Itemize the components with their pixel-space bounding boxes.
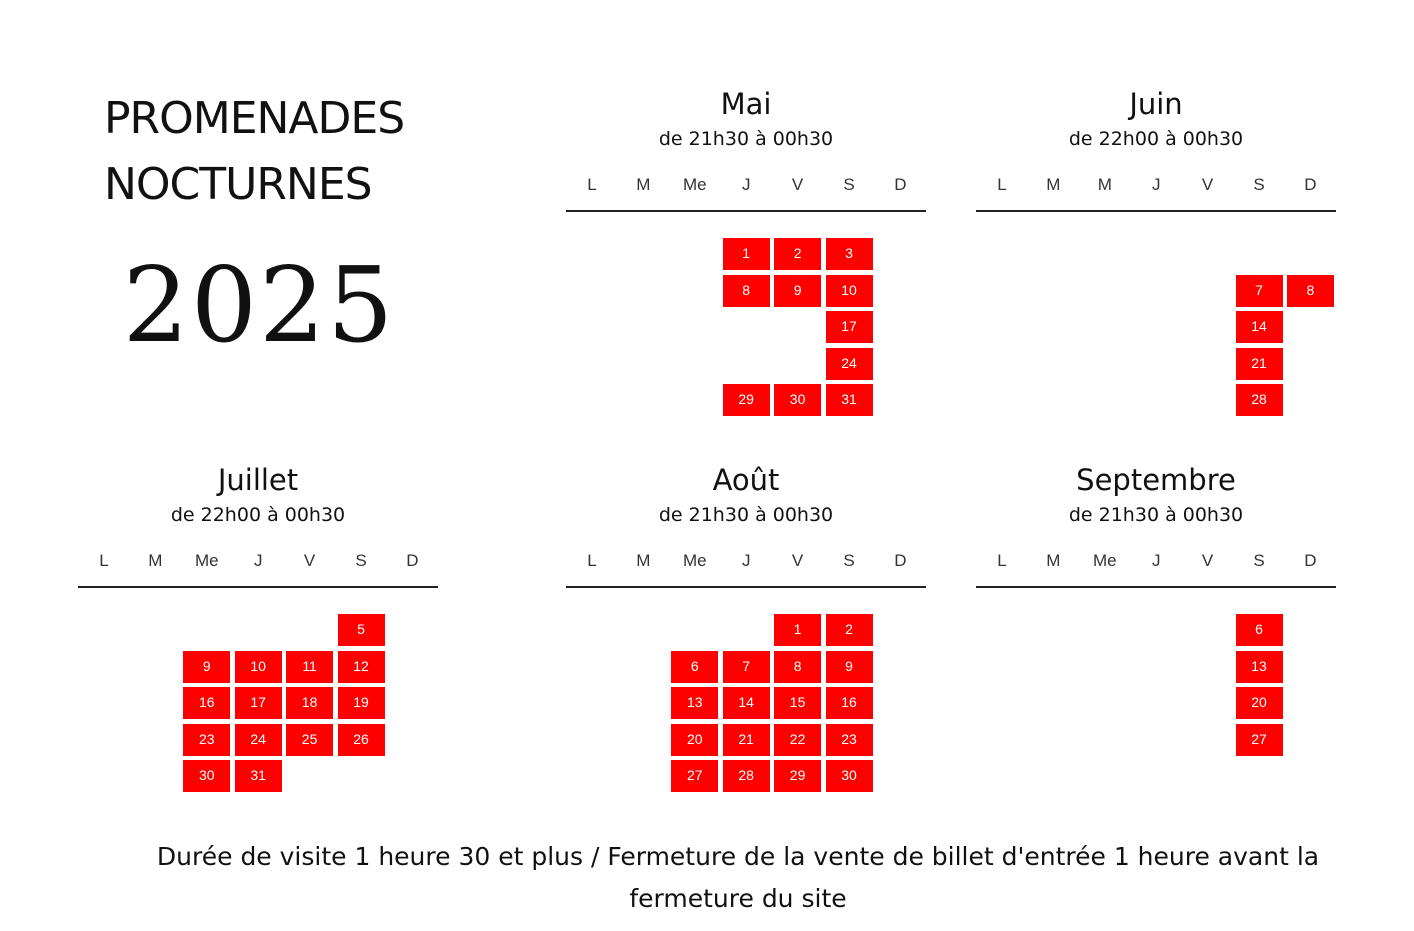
day-cell: 19 bbox=[338, 687, 385, 719]
month-name: Juin bbox=[1129, 87, 1183, 121]
month-divider bbox=[566, 210, 926, 212]
weekday-label: M bbox=[636, 175, 651, 194]
month-name: Août bbox=[712, 463, 780, 497]
day-cell: 16 bbox=[183, 687, 230, 719]
weekday-label: V bbox=[1201, 175, 1214, 194]
day-cell: 28 bbox=[1236, 384, 1283, 416]
day-cell: 9 bbox=[183, 651, 230, 683]
day-cell: 1 bbox=[774, 614, 821, 646]
day-cell: 31 bbox=[826, 384, 873, 416]
weekday-label: D bbox=[894, 551, 907, 570]
day-cell: 30 bbox=[183, 760, 230, 792]
weekday-label: S bbox=[1253, 175, 1265, 194]
month-block-4 bbox=[976, 462, 1336, 802]
month-name: Juillet bbox=[217, 463, 299, 497]
weekday-label: S bbox=[355, 551, 367, 570]
weekday-label: D bbox=[406, 551, 419, 570]
day-cell: 29 bbox=[723, 384, 770, 416]
weekday-label: D bbox=[894, 175, 907, 194]
weekday-label: S bbox=[843, 551, 855, 570]
weekday-label: Me bbox=[682, 175, 707, 194]
day-cell: 3 bbox=[826, 238, 873, 270]
month-divider bbox=[976, 586, 1336, 588]
month-hours: de 21h30 à 00h30 bbox=[658, 504, 834, 526]
day-cell: 30 bbox=[826, 760, 873, 792]
weekday-label: L bbox=[99, 551, 109, 570]
weekday-label: J bbox=[253, 551, 263, 570]
day-cell: 24 bbox=[235, 724, 282, 756]
day-cell: 13 bbox=[671, 687, 718, 719]
weekday-label: L bbox=[587, 175, 597, 194]
day-cell: 18 bbox=[286, 687, 333, 719]
day-cell: 31 bbox=[235, 760, 282, 792]
weekday-header bbox=[976, 551, 1336, 573]
month-divider bbox=[78, 586, 438, 588]
day-cell: 23 bbox=[826, 724, 873, 756]
day-cell: 22 bbox=[774, 724, 821, 756]
day-cell: 23 bbox=[183, 724, 230, 756]
weekday-label: L bbox=[587, 551, 597, 570]
weekday-label: J bbox=[1151, 551, 1161, 570]
weekday-label: L bbox=[997, 175, 1007, 194]
weekday-label: D bbox=[1304, 175, 1317, 194]
footer-line-1: Durée de visite 1 heure 30 et plus / Fermeture de la vente de billet d'entrée 1 heure avant la bbox=[156, 842, 1320, 871]
month-hours: de 21h30 à 00h30 bbox=[658, 128, 834, 150]
day-cell: 14 bbox=[1236, 311, 1283, 343]
weekday-label: L bbox=[997, 551, 1007, 570]
weekday-header bbox=[566, 551, 926, 573]
weekday-label: V bbox=[791, 175, 804, 194]
weekday-label: V bbox=[791, 551, 804, 570]
weekday-label: M bbox=[1097, 175, 1112, 194]
day-cell: 9 bbox=[826, 651, 873, 683]
day-cell: 21 bbox=[1236, 348, 1283, 380]
day-cell: 26 bbox=[338, 724, 385, 756]
day-cell: 27 bbox=[1236, 724, 1283, 756]
footer-line-2: fermeture du site bbox=[629, 884, 847, 913]
day-cell: 11 bbox=[286, 651, 333, 683]
weekday-label: D bbox=[1304, 551, 1317, 570]
month-divider bbox=[976, 210, 1336, 212]
day-cell: 12 bbox=[338, 651, 385, 683]
day-cell: 21 bbox=[723, 724, 770, 756]
day-cell: 10 bbox=[826, 275, 873, 307]
weekday-label: J bbox=[741, 551, 751, 570]
month-hours: de 21h30 à 00h30 bbox=[1068, 504, 1244, 526]
day-cell: 7 bbox=[723, 651, 770, 683]
day-cell: 25 bbox=[286, 724, 333, 756]
title-line-2: NOCTURNES bbox=[104, 159, 372, 210]
day-cell: 28 bbox=[723, 760, 770, 792]
weekday-header bbox=[976, 175, 1336, 197]
day-cell: 27 bbox=[671, 760, 718, 792]
day-cell: 2 bbox=[826, 614, 873, 646]
month-name: Septembre bbox=[1076, 463, 1236, 497]
weekday-label: J bbox=[1151, 175, 1161, 194]
month-block-3 bbox=[566, 462, 926, 802]
day-cell: 15 bbox=[774, 687, 821, 719]
day-cell: 5 bbox=[338, 614, 385, 646]
weekday-label: M bbox=[148, 551, 163, 570]
day-cell: 8 bbox=[1287, 275, 1334, 307]
day-cell: 20 bbox=[1236, 687, 1283, 719]
weekday-label: M bbox=[1046, 551, 1061, 570]
page-title bbox=[104, 86, 504, 218]
weekday-label: V bbox=[1201, 551, 1214, 570]
title-line-1: PROMENADES bbox=[104, 93, 405, 144]
weekday-header bbox=[78, 551, 438, 573]
day-cell: 10 bbox=[235, 651, 282, 683]
day-cell: 1 bbox=[723, 238, 770, 270]
day-cell: 30 bbox=[774, 384, 821, 416]
day-cell: 8 bbox=[774, 651, 821, 683]
month-hours: de 22h00 à 00h30 bbox=[1068, 128, 1244, 150]
day-cell: 13 bbox=[1236, 651, 1283, 683]
month-block-0 bbox=[566, 86, 926, 426]
weekday-label: Me bbox=[1092, 551, 1117, 570]
weekday-label: S bbox=[843, 175, 855, 194]
day-cell: 6 bbox=[671, 651, 718, 683]
year-label: 2025 bbox=[122, 244, 396, 366]
day-cell: 7 bbox=[1236, 275, 1283, 307]
month-name: Mai bbox=[720, 87, 772, 121]
weekday-label: S bbox=[1253, 551, 1265, 570]
month-hours: de 22h00 à 00h30 bbox=[170, 504, 346, 526]
day-cell: 16 bbox=[826, 687, 873, 719]
weekday-label: J bbox=[741, 175, 751, 194]
month-divider bbox=[566, 586, 926, 588]
day-cell: 24 bbox=[826, 348, 873, 380]
day-cell: 17 bbox=[235, 687, 282, 719]
day-cell: 6 bbox=[1236, 614, 1283, 646]
weekday-label: M bbox=[636, 551, 651, 570]
month-block-1 bbox=[976, 86, 1336, 426]
month-block-2 bbox=[78, 462, 438, 802]
weekday-header bbox=[566, 175, 926, 197]
day-cell: 14 bbox=[723, 687, 770, 719]
footer-note bbox=[120, 836, 1356, 920]
day-cell: 9 bbox=[774, 275, 821, 307]
weekday-label: M bbox=[1046, 175, 1061, 194]
day-cell: 20 bbox=[671, 724, 718, 756]
weekday-label: V bbox=[303, 551, 316, 570]
day-cell: 2 bbox=[774, 238, 821, 270]
weekday-label: Me bbox=[682, 551, 707, 570]
day-cell: 17 bbox=[826, 311, 873, 343]
day-cell: 29 bbox=[774, 760, 821, 792]
weekday-label: Me bbox=[194, 551, 219, 570]
day-cell: 8 bbox=[723, 275, 770, 307]
